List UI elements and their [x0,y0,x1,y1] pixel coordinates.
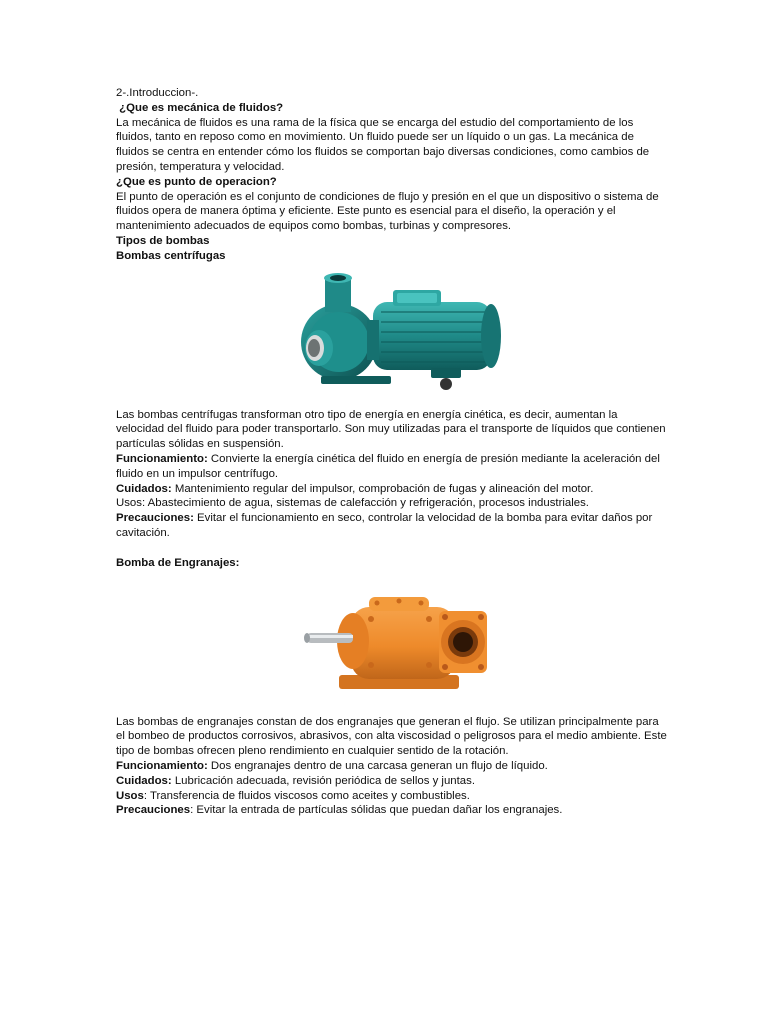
gear-pump-illustration [299,589,495,699]
spacer [116,541,668,556]
centrifugal-precautions: Precauciones: Evitar el funcionamiento en seco, controlar la velocidad de la bomba para evitar daños por cavitación. [116,512,653,539]
gear-care: Cuidados: Lubricación adecuada, revisión periódica de sellos y juntas. [116,774,475,787]
paragraph-fluid-mechanics: La mecánica de fluidos es una rama de la física que se encarga del estudio del comportamiento de los fluidos, tanto en reposo como en movimiento. Un fluido puede ser un líquido o un gas. La mecánica de fluidos se centra en entender cómo los fluidos se comportan bajo diversas condiciones, como cambios de presión, temperatura y velocidad. [116,116,650,173]
question-fluid-mechanics: ¿Que es mecánica de fluidos? [119,101,284,114]
centrifugal-care: Cuidados: Mantenimiento regular del impulsor, comprobación de fugas y alineación del motor. [116,482,594,495]
pump-types-heading: Tipos de bombas [116,234,210,247]
centrifugal-uses: Usos: Abastecimiento de agua, sistemas de calefacción y refrigeración, procesos industriales. [116,497,589,510]
gear-uses: Usos: Transferencia de fluidos viscosos como aceites y combustibles. [116,789,470,802]
gear-heading: Bomba de Engranajes: [116,556,240,569]
intro-heading: 2-.Introduccion-. [116,87,199,99]
gear-pump-image [126,589,668,699]
centrifugal-heading: Bombas centrífugas [116,249,226,262]
gear-description: Las bombas de engranajes constan de dos engranajes que generan el flujo. Se utilizan principalmente para el bombeo de productos corrosivos, abrasivos, con alta viscosidad o peligrosos para el medio ambiente. Este tipo de bombas ofrecen pleno rendimiento en cualquier sentido de la rotación. [116,715,667,758]
gear-precautions: Precauciones: Evitar la entrada de partículas sólidas que puedan dañar los engranajes. [116,804,563,817]
centrifugal-pump-illustration [281,272,513,402]
paragraph-operating-point: El punto de operación es el conjunto de condiciones de flujo y presión en el que un dispositivo o sistema de fluidos opera de manera óptima y eficiente. Este punto es esencial para el diseño, la operación y el mantenimiento adecuados de equipos como bombas, turbinas y compresores. [116,190,659,233]
question-operating-point: ¿Que es punto de operacion? [116,175,277,188]
centrifugal-description: Las bombas centrífugas transforman otro tipo de energía en energía cinética, es decir, aumentan la velocidad del fluido para poder transportarlo. Son muy utilizadas para el transporte de líquidos que contienen partículas sólidas en suspensión. [116,408,666,451]
gear-function: Funcionamiento: Dos engranajes dentro de una carcasa generan un flujo de líquido. [116,759,548,772]
centrifugal-pump-image [126,272,668,402]
centrifugal-function: Funcionamiento: Convierte la energía cinética del fluido en energía de presión mediante la aceleración del fluido en un impulsor centrífugo. [116,452,660,480]
